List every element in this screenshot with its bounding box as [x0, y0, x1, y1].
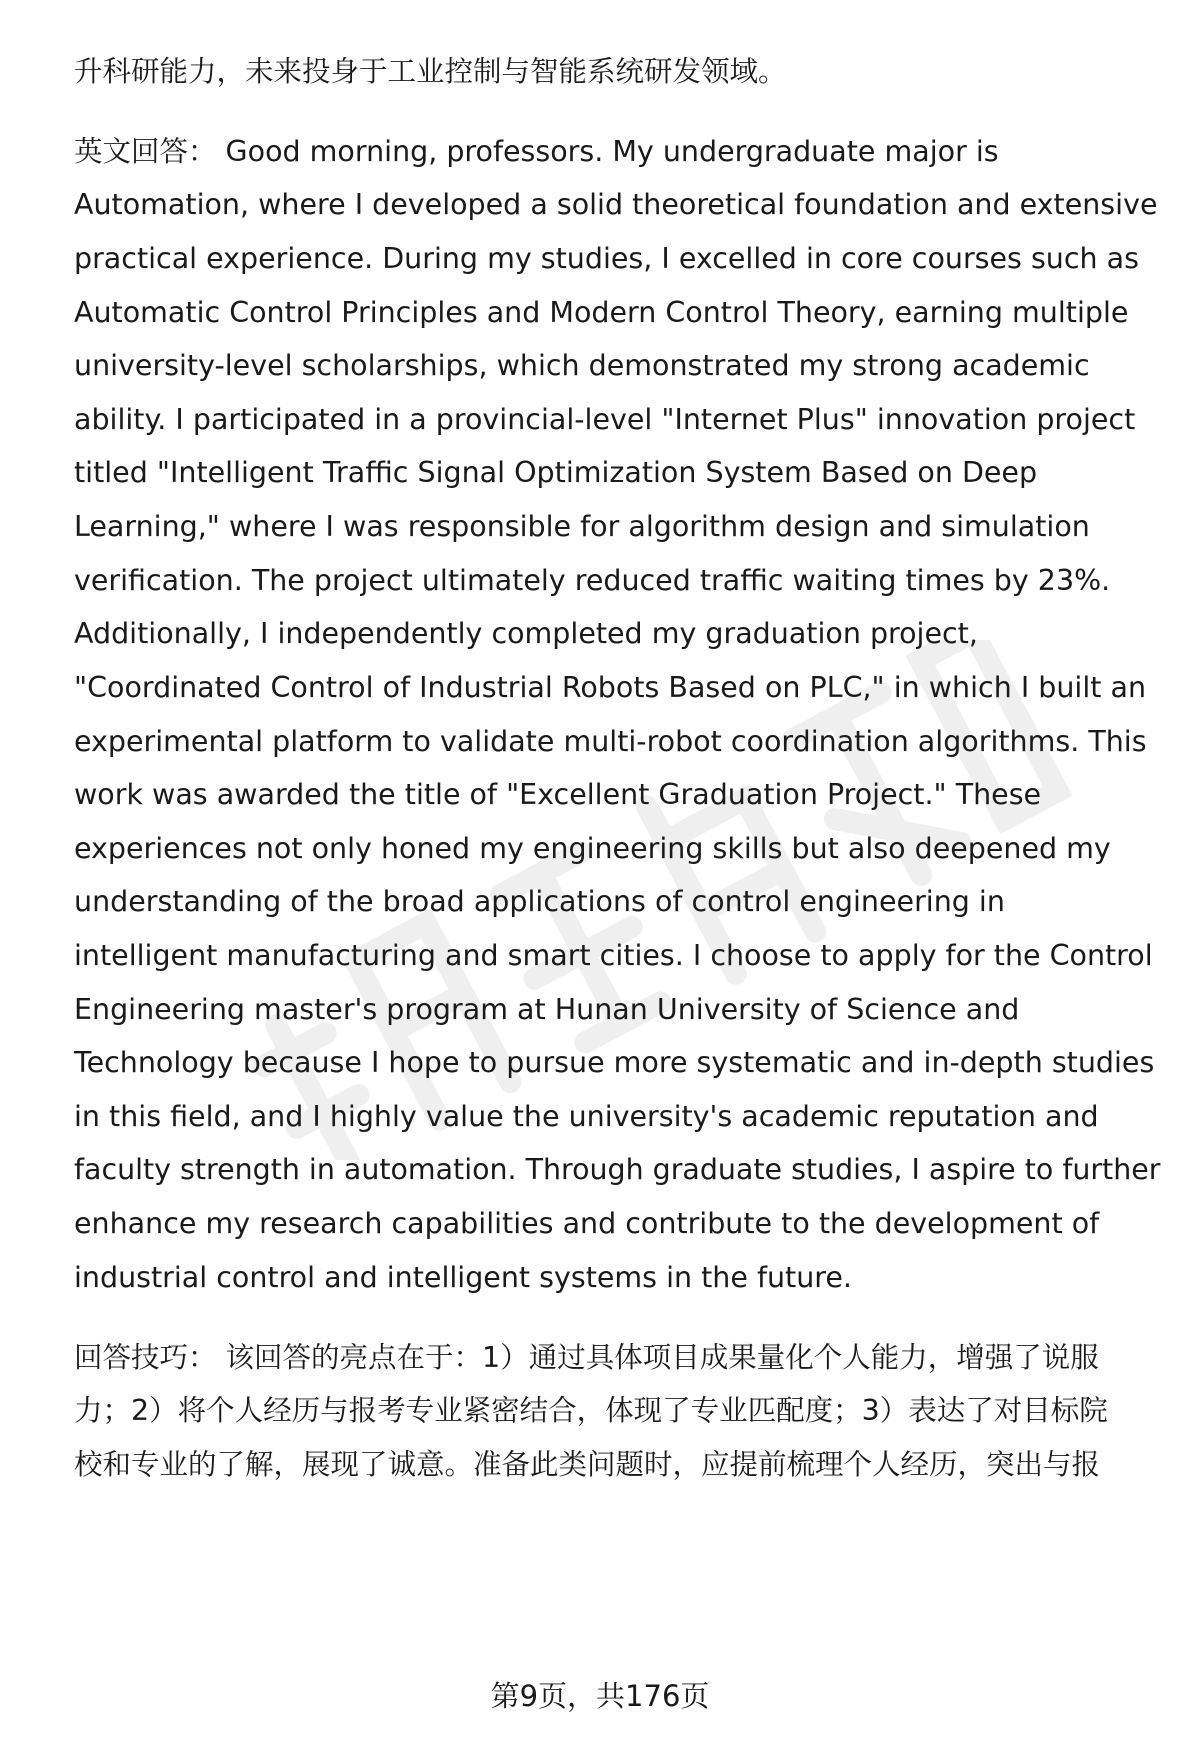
- text-line: 校和专业的了解，展现了诚意。准备此类问题时，应提前梳理个人经历，突出与报: [74, 1448, 1101, 1481]
- text-line: experiences not only honed my engineering skills but also deepened my: [74, 832, 1111, 865]
- text-line: Technology because I hope to pursue more systematic and in-depth studies: [74, 1046, 1155, 1079]
- text-line: 力；2）将个人经历与报考专业紧密结合，体现了专业匹配度；3）表达了对目标院: [74, 1394, 1108, 1427]
- page-number: 第9页，共176页: [490, 1679, 710, 1713]
- text-line: Engineering master's program at Hunan University of Science and: [74, 993, 1020, 1026]
- text-line: verification. The project ultimately reduced traffic waiting times by 23%.: [74, 564, 1111, 597]
- text-line: practical experience. During my studies, I excelled in core courses such as: [74, 242, 1139, 275]
- text-line: 升科研能力，未来投身于工业控制与智能系统研发领域。: [74, 55, 787, 88]
- text-line: Additionally, I independently completed my graduation project,: [74, 617, 978, 650]
- text-line: industrial control and intelligent systems in the future.: [74, 1261, 852, 1294]
- text-line: ability. I participated in a provincial-level "Internet Plus" innovation project: [74, 403, 1136, 436]
- text-line: Automatic Control Principles and Modern Control Theory, earning multiple: [74, 296, 1129, 329]
- text-line: intelligent manufacturing and smart cities. I choose to apply for the Control: [74, 939, 1153, 972]
- text-line: faculty strength in automation. Through graduate studies, I aspire to further: [74, 1153, 1161, 1186]
- text-line: Automation, where I developed a solid theoretical foundation and extensive: [74, 188, 1158, 221]
- text-line: university-level scholarships, which demonstrated my strong academic: [74, 349, 1090, 382]
- text-line: in this field, and I highly value the university's academic reputation and: [74, 1100, 1099, 1133]
- text-line: Learning," where I was responsible for algorithm design and simulation: [74, 510, 1090, 543]
- text-line: understanding of the broad applications of control engineering in: [74, 885, 1005, 918]
- text-line: 英文回答： Good morning, professors. My undergraduate major is: [74, 135, 999, 168]
- text-line: "Coordinated Control of Industrial Robots Based on PLC," in which I built an: [74, 671, 1147, 704]
- text-line: experimental platform to validate multi-robot coordination algorithms. This: [74, 725, 1147, 758]
- text-line: 回答技巧： 该回答的亮点在于：1）通过具体项目成果量化个人能力，增强了说服: [74, 1341, 1099, 1374]
- text-line: titled "Intelligent Traffic Signal Optimization System Based on Deep: [74, 456, 1038, 489]
- text-line: enhance my research capabilities and contribute to the development of: [74, 1207, 1100, 1240]
- text-line: work was awarded the title of "Excellent Graduation Project." These: [74, 778, 1042, 811]
